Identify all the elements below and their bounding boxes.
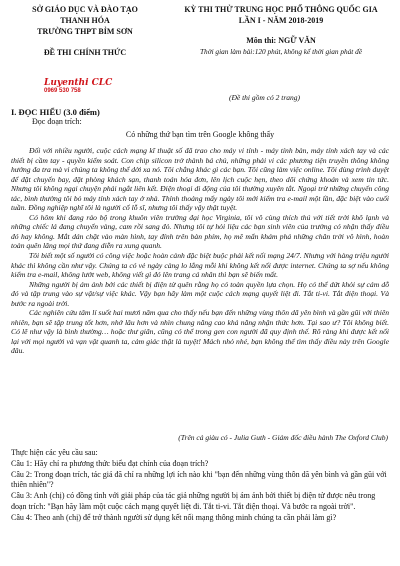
exam-round: LẦN I - NĂM 2018-2019 [238, 16, 324, 25]
passage-paragraph: Có hôm khi đang rảo bộ trong khuôn viên trường đại học Virginia, tôi vô cùng thích thú với tiết trời khô lạnh và những chiếc lá đang chuyển vàng, cam rồi sang đỏ. Nhưng tôi tự hỏi liệu các bạn sinh viên của trường có nhận thấy điều đó hay không. Mắt dán chặt vào màn hình, tay đính trên bàn phím, họ mê mẩn khám phá những chân trời vô hình, hoàn toàn quên lãng mọi thứ đang diễn ra xung quanh. [11, 212, 389, 251]
time-limit: Thời gian làm bài:120 phút, không kể thời gian phát đề [199, 47, 363, 56]
province-name: THANH HÓA [60, 16, 110, 25]
question-item: Câu 3: Anh (chị) có đồng tình với giải pháp của tác giả những người bị ám ảnh bởi thiết bị điện tử được nêu trong đoạn trích: "Bạn hãy làm một cuộc cách mạng quyết liệt đi. Tắt ti-vi. Tắt điện thoại. Và bước ra ngoài trời". [11, 491, 376, 511]
header-right [170, 4, 392, 57]
exam-name: KỲ THI THỬ TRUNG HỌC PHỔ THÔNG QUỐC GIA [184, 5, 378, 14]
page-count-note: (Đề thi gồm có 2 trang) [228, 93, 300, 102]
requirement-intro: Thực hiện các yêu cầu sau: [11, 448, 98, 457]
passage-source: (Trên cả giàu có - Julia Guth - Giám đốc điều hành The Oxford Club) [178, 433, 388, 442]
passage-paragraph: Tôi biết một số người có công việc hoặc hoàn cảnh đặc biệt buộc phải kết nối mạng 24/7. Nhưng với hàng triệu người khác thì không cần như vậy. Chúng ta có vẻ ngày càng lo lắng mỗi khi không kết nối được internet. Chúng ta sợ nếu không kiểm tra e-mail, không lướt web, không viết gì đó lên trang cá nhân thì bạn sẽ biến mất. [11, 251, 389, 280]
question-item: Câu 1: Hãy chỉ ra phương thức biểu đạt chính của đoạn trích? [11, 458, 209, 468]
question-item: Câu 4: Theo anh (chị) để trở thành người sử dụng kết nối mạng thông minh chúng ta cần phải làm gì? [11, 512, 337, 522]
passage-paragraph: Những người bị ám ảnh bởi các thiết bị điện tử quên rằng họ có toàn quyền lựa chọn. Họ có thể dứt khỏi sự cám dỗ đó và tập trung vào sự vật/sự việc khác. Vậy bạn hãy làm một cuộc cách mạng quyết liệt đi. Tắt ti-vi. Tắt điện thoại. Và bước ra ngoài trời. [11, 279, 389, 308]
logo-phone: 0969 530 758 [44, 88, 81, 94]
logo-name: Luyenthi CLC [44, 78, 113, 88]
questions-block [11, 448, 389, 524]
reading-intro: Đọc đoạn trích: [32, 117, 82, 126]
passage-paragraph: Đối với nhiều người, cuộc cách mạng kĩ thuật số đã trao cho máy vi tính - máy tính bàn, máy tính xách tay và các thiết bị cầm tay - quyền kiểm soát. Con chip silicon trở thành bá chủ, những phải vi các phương tiện truyền thông không hướng đa tra mà vi chúng ta không thể dời xa nó. Tôi chẳng khác gì các bạn. Tôi cũng làm việc online. Tôi dùng trình duyệt để đặt chuyến bay, đặt phòng khách sạn, thanh toán hóa đơn, lên lịch cuộc hẹn, theo dõi chứng khoán và xem tin tức. Nhưng tôi không ngại chuyện phải ngắt liên kết. Điện thoại di động của tôi thường xuyên tắt. Ngoại trừ những chuyến công tác, bình thường tôi bỏ máy tính xách tay ở nhà. Thỉnh thoảng mấy ngày tôi mới kiểm tra e-mail một lần, đặc biệt vào cuối tuần. Đồng nghiệp nghĩ tôi là người cổ lỗ sĩ, nhưng tôi thấy vậy thật tuyệt. [11, 146, 389, 213]
subject: Môn thi: NGỮ VĂN [246, 36, 316, 45]
school-name: TRƯỜNG THPT BỈM SƠN [37, 27, 133, 36]
department-name: SỞ GIÁO DỤC VÀ ĐÀO TẠO [32, 5, 138, 14]
passage-paragraph: Các nghiên cứu tâm lí suốt hai mươi năm qua cho thấy nếu bạn đến những vùng thôn dã yên bình và gần gũi với thiên nhiên, bạn sẽ tập trung tốt hơn, nhớ lâu hơn và nhìn chung năng cao khả năng nhận thức hơn. Tại sao ư? Tôi không biết. Có lẽ như vậy là bình thường… hoặc thư giãn, cũng có thể trong gen con người đã quy định thế. Rõ ràng khi được kết nối lại với mọi người và vạn vật quanh ta, cảm giác thật là tuyệt! Mách nhỏ nhé, bạn không thể tìm thấy điều này trên Google đâu. [11, 308, 389, 356]
passage [11, 146, 389, 356]
official-exam-label: ĐỀ THI CHÍNH THỨC [43, 48, 127, 57]
passage-title: Có những thứ bạn tìm trên Google không thấy [125, 130, 275, 139]
section-title: I. ĐỌC HIỂU (3.0 điểm) [11, 107, 100, 117]
header-left [10, 4, 160, 58]
watermark-logo [44, 78, 122, 95]
question-item: Câu 2: Trong đoạn trích, tác giả đã chỉ ra những lợi ích nào khi "bạn đến những vùng thôn dã yên bình và gần gũi với thiên nhiên"? [11, 469, 387, 490]
